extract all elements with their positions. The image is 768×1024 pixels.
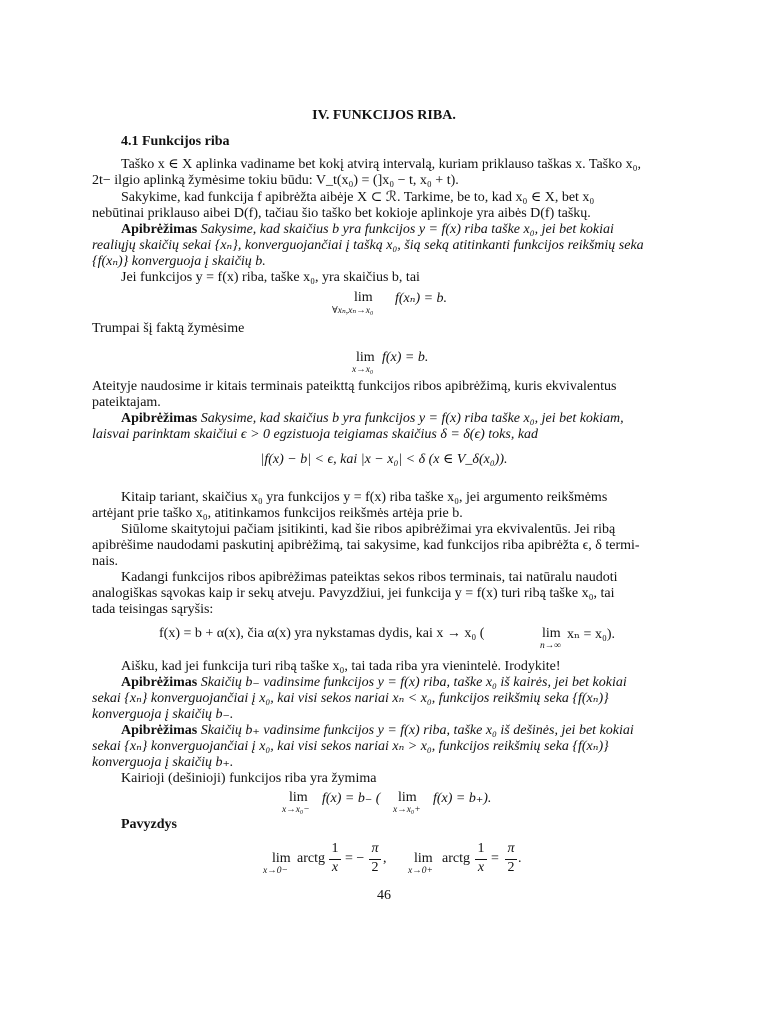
equation-body: f(xₙ) = b. [395, 291, 448, 306]
definition-3 [121, 674, 627, 691]
equation-body: , [383, 851, 387, 866]
paragraph-line: analogiškas sąvokas kaip ir sekų atveju. Pavyzdžiui, jei funkcija y = f(x) turi ribą taške x₀, tai [92, 586, 615, 601]
definition-1 [121, 221, 614, 238]
paragraph-line: Trumpai šį faktą žymėsime [92, 321, 245, 336]
definition-label: Apibrėžimas [121, 411, 198, 426]
equation-body: f(x) = b₋ ( [322, 791, 381, 806]
lim-subscript: x→x₀ [352, 365, 374, 375]
definition-label: Apibrėžimas [121, 675, 198, 690]
chapter-title: IV. FUNKCIJOS RIBA. [312, 108, 456, 123]
lim-subscript: x→x₀+ [393, 805, 421, 815]
equation-body: = [491, 851, 499, 866]
definition-4 [121, 722, 634, 739]
fraction-denominator: x [477, 860, 485, 875]
function-name: arctg [442, 851, 470, 866]
paragraph-line: artėjant prie taško x₀, atitinkamos funkcijos reikšmės artėja prie b. [92, 506, 463, 521]
definition-text: Sakysime, kad skaičius b yra funkcijos y = f(x) riba taške x₀, jei bet kokiam, [200, 411, 624, 426]
lim-subscript: x→x₀− [282, 805, 310, 815]
lim-operator: lim [272, 851, 291, 866]
definition-label: Apibrėžimas [121, 222, 198, 237]
paragraph-line: Sakykime, kad funkcija f apibrėžta aibėje X ⊂ ℛ. Tarkime, be to, kad x₀ ∈ X, bet x₀ [121, 190, 595, 205]
section-title: 4.1 Funkcijos riba [121, 134, 230, 149]
paragraph-line: Ateityje naudosime ir kitais terminais pateikttą funkcijos ribos apibrėžimą, kuris ekvivalentus [92, 379, 617, 394]
lim-operator: lim [398, 790, 417, 805]
definition-text: Sakysime, kad skaičius b yra funkcijos y = f(x) riba taške x₀, jei bet kokiai [200, 222, 614, 237]
paragraph-line: Siūlome skaitytojui pačiam įsitikinti, kad šie ribos apibrėžimai yra ekvivalentūs. Jei ribą [121, 522, 616, 537]
fraction-denominator: 2 [371, 860, 379, 875]
equation-body: . [518, 851, 522, 866]
definition-text: sekai {xₙ} konverguojančiai į x₀, kai visi sekos nariai xₙ > x₀, funkcijos reikšmių seka {f(xₙ)} [92, 739, 609, 754]
definition-text: {f(xₙ)} konverguoja į skaičių b. [92, 254, 266, 269]
equation-body: = − [345, 851, 365, 866]
lim-subscript: ∀xₙ,xₙ→x₀ [332, 306, 374, 316]
paragraph-line: Aišku, kad jei funkcija turi ribą taške x₀, tai tada riba yra vienintelė. Irodykite! [121, 659, 561, 674]
paragraph-line: nais. [92, 554, 119, 569]
definition-text: realiųjų skaičių sekai {xₙ}, konverguojančiai į tašką x₀, šią seką atitinkanti funkcijos reikšmių seka [92, 238, 644, 253]
paragraph-line: Taško x ∈ X aplinka vadiname bet kokį atvirą intervalą, kuriam priklauso taškas x. Taško x₀, [121, 157, 642, 172]
definition-text: laisvai parinktam skaičiui ϵ > 0 egzistuoja teigiamas skaičius δ = δ(ϵ) toks, kad [92, 427, 539, 442]
equation-3: |f(x) − b| < ϵ, kai |x − x₀| < δ (x ∈ V_δ(x₀)). [260, 452, 508, 467]
fraction-numerator: π [371, 841, 379, 856]
equation-body: f(x) = b + α(x), čia α(x) yra nykstamas dydis, kai x → x₀ ( [159, 626, 485, 641]
lim-operator: lim [414, 851, 433, 866]
definition-label: Apibrėžimas [121, 723, 198, 738]
definition-2 [121, 410, 624, 427]
paragraph-line: tada teisingas sąryšis: [92, 602, 214, 617]
lim-subscript: n→∞ [540, 641, 562, 651]
lim-operator: lim [356, 350, 375, 365]
paragraph-line: pateiktajam. [92, 395, 161, 410]
paragraph-line: Jei funkcijos y = f(x) riba, taške x₀, yra skaičius b, tai [121, 270, 420, 285]
definition-text: konverguoja į skaičių b₋. [92, 707, 234, 722]
paragraph-line: 2t− ilgio aplinką žymėsime tokiu būdu: V_t(x₀) = (]x₀ − t, x₀ + t). [92, 173, 459, 188]
page-number: 46 [377, 888, 391, 903]
definition-text: Skaičių b₊ vadinsime funkcijos y = f(x) riba, taške x₀ iš dešinės, jei bet kokiai [200, 723, 634, 738]
paragraph-line: Kadangi funkcijos ribos apibrėžimas pateiktas sekos ribos terminais, tai natūralu naudoti [121, 570, 618, 585]
lim-operator: lim [542, 626, 561, 641]
equation-body: xₙ = x₀). [567, 627, 615, 642]
paragraph-line: Kitaip tariant, skaičius x₀ yra funkcijos y = f(x) riba taške x₀, jei argumento reikšmėms [121, 490, 608, 505]
definition-text: sekai {xₙ} konverguojančiai į x₀, kai visi sekos nariai xₙ < x₀, funkcijos reikšmių seka {f(xₙ)} [92, 691, 609, 706]
equation-body: f(x) = b. [382, 350, 429, 365]
fraction-numerator: π [507, 841, 515, 856]
definition-text: Skaičių b₋ vadinsime funkcijos y = f(x) riba, taške x₀ iš kairės, jei bet kokiai [200, 675, 627, 690]
lim-subscript: x→0− [263, 866, 288, 876]
fraction-denominator: 2 [507, 860, 515, 875]
lim-subscript: x→0+ [408, 866, 433, 876]
paragraph-line: Kairioji (dešinioji) funkcijos riba yra žymima [121, 771, 377, 786]
fraction-denominator: x [331, 860, 339, 875]
example-label: Pavyzdys [121, 817, 177, 832]
paragraph-line: apibrėšime naudodami paskutinį apibrėžimą, tai sakysime, kad funkcijos riba apibrėžta ϵ, δ termi- [92, 538, 640, 553]
function-name: arctg [297, 851, 325, 866]
lim-operator: lim [289, 790, 308, 805]
lim-operator: lim [354, 290, 373, 305]
equation-body: f(x) = b₊). [433, 791, 492, 806]
fraction-numerator: 1 [477, 841, 485, 856]
definition-text: konverguoja į skaičių b₊. [92, 755, 234, 770]
fraction-numerator: 1 [331, 841, 339, 856]
paragraph-line: nebūtinai priklauso aibei D(f), tačiau šio taško bet kokioje aplinkoje yra aibės D(f) taškų. [92, 206, 591, 221]
